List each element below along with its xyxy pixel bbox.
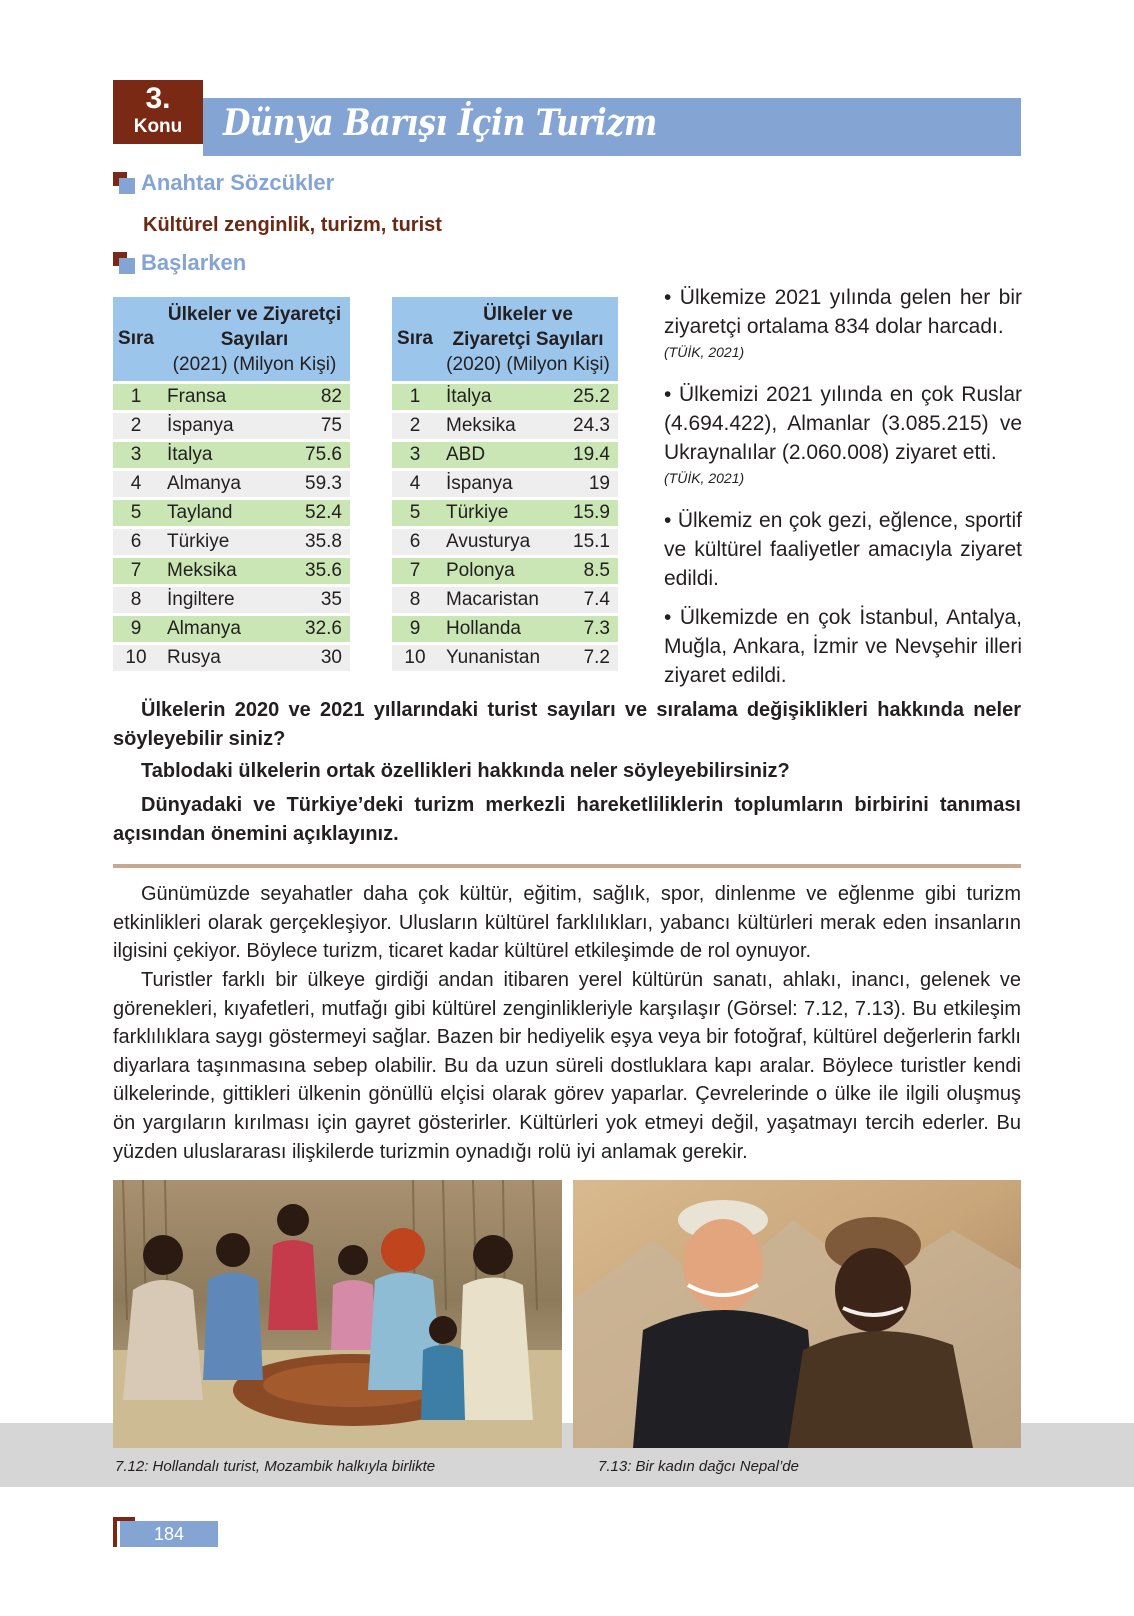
photo-mozambique [113, 1180, 562, 1448]
bullet-item: • Ülkemiz en çok gezi, eğlence, sportif ve kültürel faaliyetler amacıyla ziyaret edildi. [664, 509, 1022, 590]
cell-country: Meksika [438, 413, 548, 439]
cell-country: Fransa [159, 384, 271, 410]
cell-value: 15.1 [548, 529, 618, 555]
caption-photo-2: 7.13: Bir kadın dağcı Nepal’de [598, 1458, 799, 1475]
table-row [113, 442, 350, 468]
cell-country: Macaristan [438, 587, 548, 613]
cell-rank: 2 [392, 413, 438, 439]
cell-rank: 8 [113, 587, 159, 613]
table-2020 [392, 294, 618, 674]
table-row [113, 413, 350, 439]
bullet-item: • Ülkemize 2021 yılında gelen her bir ziyaretçi ortalama 834 dolar harcadı. (TÜİK, 2021) [664, 283, 1022, 363]
cell-value: 7.4 [548, 587, 618, 613]
cell-rank: 6 [113, 529, 159, 555]
table-row [392, 442, 618, 468]
table-2020-header: Ülkeler ve Ziyaretçi Sayıları (2020) (Milyon Kişi) [438, 297, 618, 381]
cell-rank: 3 [113, 442, 159, 468]
cell-country: Rusya [159, 645, 271, 671]
keywords-text: Kültürel zenginlik, turizm, turist [143, 214, 442, 236]
rank-header: Sıra [113, 297, 159, 381]
cell-country: Almanya [159, 471, 271, 497]
photo-nepal [573, 1180, 1021, 1448]
cell-country: Türkiye [438, 500, 548, 526]
cell-value: 35.6 [271, 558, 350, 584]
table-2021 [113, 294, 350, 674]
cell-rank: 2 [113, 413, 159, 439]
page-title: Dünya Barışı İçin Turizm [223, 102, 658, 144]
cell-country: Almanya [159, 616, 271, 642]
source-note: (TÜİK, 2021) [664, 344, 745, 360]
cell-value: 82 [271, 384, 350, 410]
cell-value: 19.4 [548, 442, 618, 468]
table-row [113, 558, 350, 584]
cell-country: Avusturya [438, 529, 548, 555]
cell-value: 15.9 [548, 500, 618, 526]
cell-country: İtalya [159, 442, 271, 468]
table-row [113, 471, 350, 497]
start-title: Başlarken [141, 250, 247, 275]
cell-rank: 4 [113, 471, 159, 497]
cell-value: 7.3 [548, 616, 618, 642]
konu-label: Konu [133, 116, 183, 137]
section-marker-icon [113, 252, 135, 274]
table-2021-header: Ülkeler ve Ziyaretçi Sayıları (2021) (Milyon Kişi) [159, 297, 350, 381]
question-3: Dünyadaki ve Türkiye’deki turizm merkezli hareketliliklerin toplumların birbirini tanıması açısından önemini açıklayınız. [113, 794, 1021, 845]
table-row [113, 384, 350, 410]
cell-country: Yunanistan [438, 645, 548, 671]
table-row [392, 558, 618, 584]
cell-value: 25.2 [548, 384, 618, 410]
cell-rank: 10 [392, 645, 438, 671]
cell-country: İspanya [159, 413, 271, 439]
page-number: 184 [120, 1521, 218, 1547]
cell-rank: 9 [113, 616, 159, 642]
cell-value: 30 [271, 645, 350, 671]
table-row [392, 500, 618, 526]
cell-country: İtalya [438, 384, 548, 410]
source-note: (TÜİK, 2021) [664, 470, 745, 486]
question-2: Tablodaki ülkelerin ortak özellikleri hakkında neler söyleyebilirsiniz? [141, 760, 790, 782]
cell-country: Hollanda [438, 616, 548, 642]
cell-rank: 4 [392, 471, 438, 497]
table-row [392, 529, 618, 555]
table-row [392, 471, 618, 497]
paragraph-2: Turistler farklı bir ülkeye girdiği andan itibaren yerel kültürün sanatı, ahlakı, inancı, gelenek ve görenekleri, kıyafetleri, mutfağı gibi kültürel zenginlikleriyle karşılaşır (Görsel: 7.12, 7.13). Bu etkileşim farklılıklara saygı göstermeyi sağlar. Bazen bir hediyelik eşya veya bir fotoğraf, kültürel değerlerin farklı diyarlara taşınmasına sebep olabilir. Bu da uzun süreli dostluklara kapı aralar. Böylece turistler kendi ülkelerinde, gittikleri ülkenin gönüllü elçisi olarak görev yaparlar. Çevrelerinde o ülke ile ilgili oluşmuş ön yargıların kırılması için gayret gösterirler. Kültürleri yok etmeyi değil, yaşatmayı tercih ederler. Bu yüzden uluslararası ilişkilerde turizmin oynadığı rolü iyi anlamak gerekir. [113, 969, 1021, 1163]
cell-country: Polonya [438, 558, 548, 584]
cell-value: 19 [548, 471, 618, 497]
table-row [392, 587, 618, 613]
konu-number: 3. [145, 82, 171, 115]
table-row [392, 384, 618, 410]
cell-value: 35 [271, 587, 350, 613]
cell-rank: 1 [113, 384, 159, 410]
table-row [113, 500, 350, 526]
cell-value: 24.3 [548, 413, 618, 439]
cell-rank: 7 [392, 558, 438, 584]
cell-value: 32.6 [271, 616, 350, 642]
table-row [113, 529, 350, 555]
table-row [392, 413, 618, 439]
divider [113, 864, 1021, 868]
caption-photo-1: 7.12: Hollandalı turist, Mozambik halkıyla birlikte [115, 1458, 436, 1475]
bullet-item: • Ülkemizde en çok İstanbul, Antalya, Muğla, Ankara, İzmir ve Nevşehir illeri ziyaret edildi. [664, 606, 1022, 687]
cell-country: Tayland [159, 500, 271, 526]
cell-rank: 3 [392, 442, 438, 468]
cell-rank: 10 [113, 645, 159, 671]
table-row [113, 645, 350, 671]
cell-rank: 5 [113, 500, 159, 526]
bullet-item: • Ülkemizi 2021 yılında en çok Ruslar (4.694.422), Almanlar (3.085.215) ve Ukraynalılar (2.060.008) ziyaret etti. (TÜİK, 2021) [664, 380, 1022, 489]
cell-value: 75.6 [271, 442, 350, 468]
section-marker-icon [113, 172, 135, 194]
question-1: Ülkelerin 2020 ve 2021 yıllarındaki turist sayıları ve sıralama değişiklikleri hakkında neler söyleyebilir siniz? [113, 699, 1021, 750]
cell-rank: 6 [392, 529, 438, 555]
cell-value: 75 [271, 413, 350, 439]
cell-value: 52.4 [271, 500, 350, 526]
table-row [113, 587, 350, 613]
konu-badge [113, 80, 203, 144]
cell-rank: 8 [392, 587, 438, 613]
cell-country: İngiltere [159, 587, 271, 613]
cell-country: ABD [438, 442, 548, 468]
table-row [113, 616, 350, 642]
cell-value: 35.8 [271, 529, 350, 555]
cell-rank: 9 [392, 616, 438, 642]
keywords-title: Anahtar Sözcükler [141, 170, 335, 195]
cell-value: 59.3 [271, 471, 350, 497]
cell-rank: 5 [392, 500, 438, 526]
table-row [392, 616, 618, 642]
rank-header: Sıra [392, 297, 438, 381]
cell-value: 8.5 [548, 558, 618, 584]
cell-rank: 1 [392, 384, 438, 410]
cell-value: 7.2 [548, 645, 618, 671]
cell-country: İspanya [438, 471, 548, 497]
cell-country: Türkiye [159, 529, 271, 555]
cell-rank: 7 [113, 558, 159, 584]
cell-country: Meksika [159, 558, 271, 584]
paragraph-1: Günümüzde seyahatler daha çok kültür, eğitim, sağlık, spor, dinlenme ve eğlenme gibi turizm etkinlikleri olarak gerçekleşiyor. Ulusların kültürel farklılıkları, yabancı kültürleri merak eden insanların ilgisini çekiyor. Böylece turizm, ticaret kadar kültürel etkileşimde de rol oynuyor. [113, 883, 1021, 963]
table-row [392, 645, 618, 671]
